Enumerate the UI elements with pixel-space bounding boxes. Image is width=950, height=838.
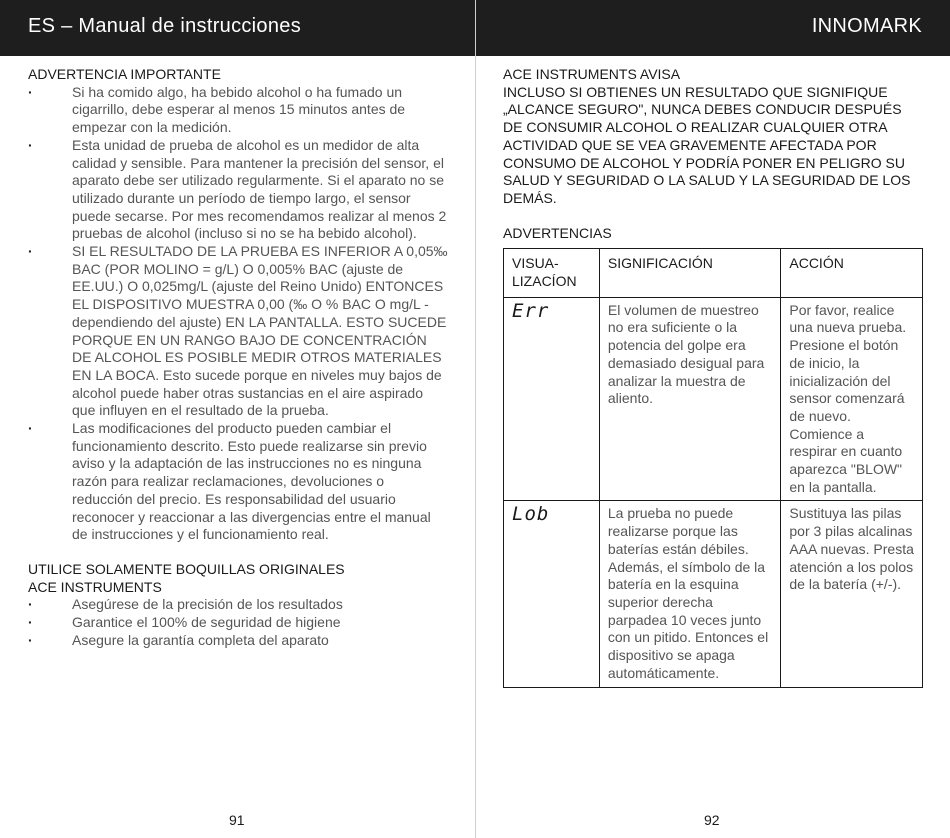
left-page-header: [0, 0, 475, 56]
mouthpiece-item: · Asegure la garantía completa del aparato: [28, 632, 448, 650]
column-header-action: ACCIÓN: [781, 249, 923, 297]
table-row: [504, 501, 923, 687]
page-number: 91: [229, 812, 245, 828]
column-header-meaning: SIGNIFICACIÓN: [599, 249, 781, 297]
mouthpiece-heading-line: ACE INSTRUMENTS: [28, 578, 162, 595]
meaning-cell: El volumen de muestreo no era suficiente o la potencia del golpe era demasiado desigual para analizar la muestra de aliento.: [599, 297, 781, 501]
warning-list: [28, 84, 448, 544]
column-header-display: VISUA- LIZACÍON: [504, 249, 600, 297]
lcd-error-code: Lob: [512, 503, 550, 526]
warning-item: · SI EL RESULTADO DE LA PRUEBA ES INFERIOR A 0,05‰ BAC (POR MOLINO = g/L) O 0,005% BAC (ajuste de EE.UU.) O 0,025mg/L (ajuste del Reino Unido) ENTONCES EL DISPOSITIVO MUESTRA 0,00 (‰ O % BAC O mg/L - dependiendo del ajuste) EN LA PANTALLA. ESTO SUCEDE PORQUE EN UN RANGO BAJO DE CONCENTRACIÓN DE ALCOHOL ES POSIBLE MEDIR OTROS MATERIALES EN LA BOCA. Esto sucede porque en niveles muy bajos de alcohol puede haber otras sustancias en el aire aspirado que influyen en el resultado de la prueba.: [28, 243, 448, 420]
warning-item: · Esta unidad de prueba de alcohol es un medidor de alta calidad y sensible. Para mantener la precisión del sensor, el aparato debe ser utilizado regularmente. Si el aparato no se utilizado durante un período de tiempo largo, el sensor puede secarse. Por mes recomendamos realizar al menos 2 pruebas de alcohol (incluso si no se ha bebido alcohol).: [28, 137, 448, 243]
mouthpiece-item: · Garantice el 100% de seguridad de higiene: [28, 614, 448, 632]
display-cell: [504, 501, 600, 687]
display-cell: [504, 297, 600, 501]
right-page: [476, 0, 950, 838]
warnings-table: [503, 248, 923, 687]
meaning-cell: La prueba no puede realizarse porque las baterías están débiles. Además, el símbolo de la batería en la esquina superior derecha parpadea 10 veces junto con un pitido. Entonces el dispositivo se apaga automáticamente.: [599, 501, 781, 687]
table-header-row: [504, 249, 923, 297]
warning-item: · Si ha comido algo, ha bebido alcohol o ha fumado un cigarrillo, debe esperar al menos 15 minutos antes de empezar con la medición.: [28, 84, 448, 137]
manual-title: ES – Manual de instrucciones: [28, 15, 301, 37]
page-number: 92: [704, 812, 720, 828]
lcd-error-code: Err: [512, 299, 550, 322]
warning-item: · Las modificaciones del producto pueden cambiar el funcionamiento descrito. Esto puede realizarse sin previo aviso y la adaptación de las instrucciones no es ninguna razón para realizar reclamaciones, devoluciones o reducción del precio. Es responsabilidad del usuario reconocer y reaccionar a las divergencias entre el manual de instrucciones y el funcionamiento real.: [28, 420, 448, 544]
warning-heading: ADVERTENCIA IMPORTANTE: [28, 66, 221, 82]
brand-name: INNOMARK: [811, 15, 922, 37]
mouthpiece-heading-line: UTILICE SOLAMENTE BOQUILLAS ORIGINALES: [28, 560, 345, 577]
mouthpiece-list: [28, 596, 448, 649]
mouthpiece-item: · Asegúrese de la precisión de los resultados: [28, 596, 448, 614]
action-cell: Por favor, realice una nueva prueba. Presione el botón de inicio, la inicialización del sensor comenzará de nuevo. Comience a respirar en cuanto aparezca "BLOW" en la pantalla.: [781, 297, 923, 501]
left-page-content: [28, 66, 448, 650]
notice-heading: ACE INSTRUMENTS AVISA: [503, 66, 681, 82]
table-row: [504, 297, 923, 501]
notice-text: INCLUSO SI OBTIENES UN RESULTADO QUE SIGNIFIQUE „ALCANCE SEGURO", NUNCA DEBES CONDUCIR DESPUÉS DE CONSUMIR ALCOHOL O REALIZAR CUALQUIER OTRA ACTIVIDAD QUE SE VEA GRAVEMENTE AFECTADA POR CONSUMO DE ALCOHOL Y PODRÍA PONER EN PELIGRO SU SALUD Y SEGURIDAD O LA SALUD Y LA SEGURIDAD DE LOS DEMÁS.: [503, 83, 911, 206]
warnings-heading: ADVERTENCIAS: [503, 224, 612, 241]
right-page-content: [503, 66, 923, 688]
action-cell: Sustituya las pilas por 3 pilas alcalinas AAA nuevas. Presta atención a los polos de la batería (+/-).: [781, 501, 923, 687]
mouthpiece-heading: [28, 561, 448, 596]
right-page-header: [476, 0, 950, 56]
